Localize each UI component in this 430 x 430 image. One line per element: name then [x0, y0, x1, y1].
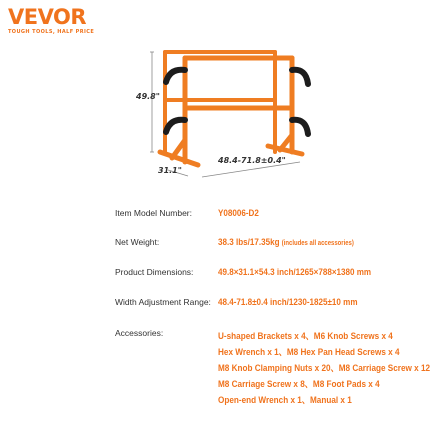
brand-name: VEVOR: [8, 5, 87, 29]
height-dimension: 49.8": [136, 92, 160, 101]
accessory-line: M8 Knob Clamping Nuts x 20、M8 Carriage Screw x 12: [218, 363, 430, 374]
accessory-line: Hex Wrench x 1、M8 Hex Pan Head Screws x 4: [218, 347, 400, 358]
spec-value: [218, 237, 354, 248]
weight-value: 38.3 lbs/17.35kg: [218, 237, 280, 248]
spec-label: Net Weight:: [115, 237, 160, 247]
spec-label: Product Dimensions:: [115, 267, 194, 277]
accessory-line: M8 Carriage Screw x 8、M8 Foot Pads x 4: [218, 379, 380, 390]
spec-label: Width Adjustment Range:: [115, 297, 211, 307]
spec-label: Item Model Number:: [115, 208, 192, 218]
spec-value: 48.4-71.8±0.4 inch/1230-1825±10 mm: [218, 297, 358, 308]
spec-label: Accessories:: [115, 328, 164, 338]
depth-dimension: 31.1": [158, 166, 182, 175]
spec-value: 49.8×31.1×54.3 inch/1265×788×1380 mm: [218, 267, 372, 278]
width-dimension: 48.4-71.8±0.4": [218, 156, 286, 165]
accessory-line: Open-end Wrench x 1、Manual x 1: [218, 395, 352, 406]
spec-value: Y08006-D2: [218, 208, 259, 219]
kayak-rack-illustration: [130, 40, 330, 210]
brand-tagline: TOUGH TOOLS, HALF PRICE: [8, 29, 95, 35]
weight-note: (includes all accessories): [281, 240, 354, 247]
vevor-logo: [8, 6, 94, 35]
accessory-line: U-shaped Brackets x 4、M6 Knob Screws x 4: [218, 331, 393, 342]
